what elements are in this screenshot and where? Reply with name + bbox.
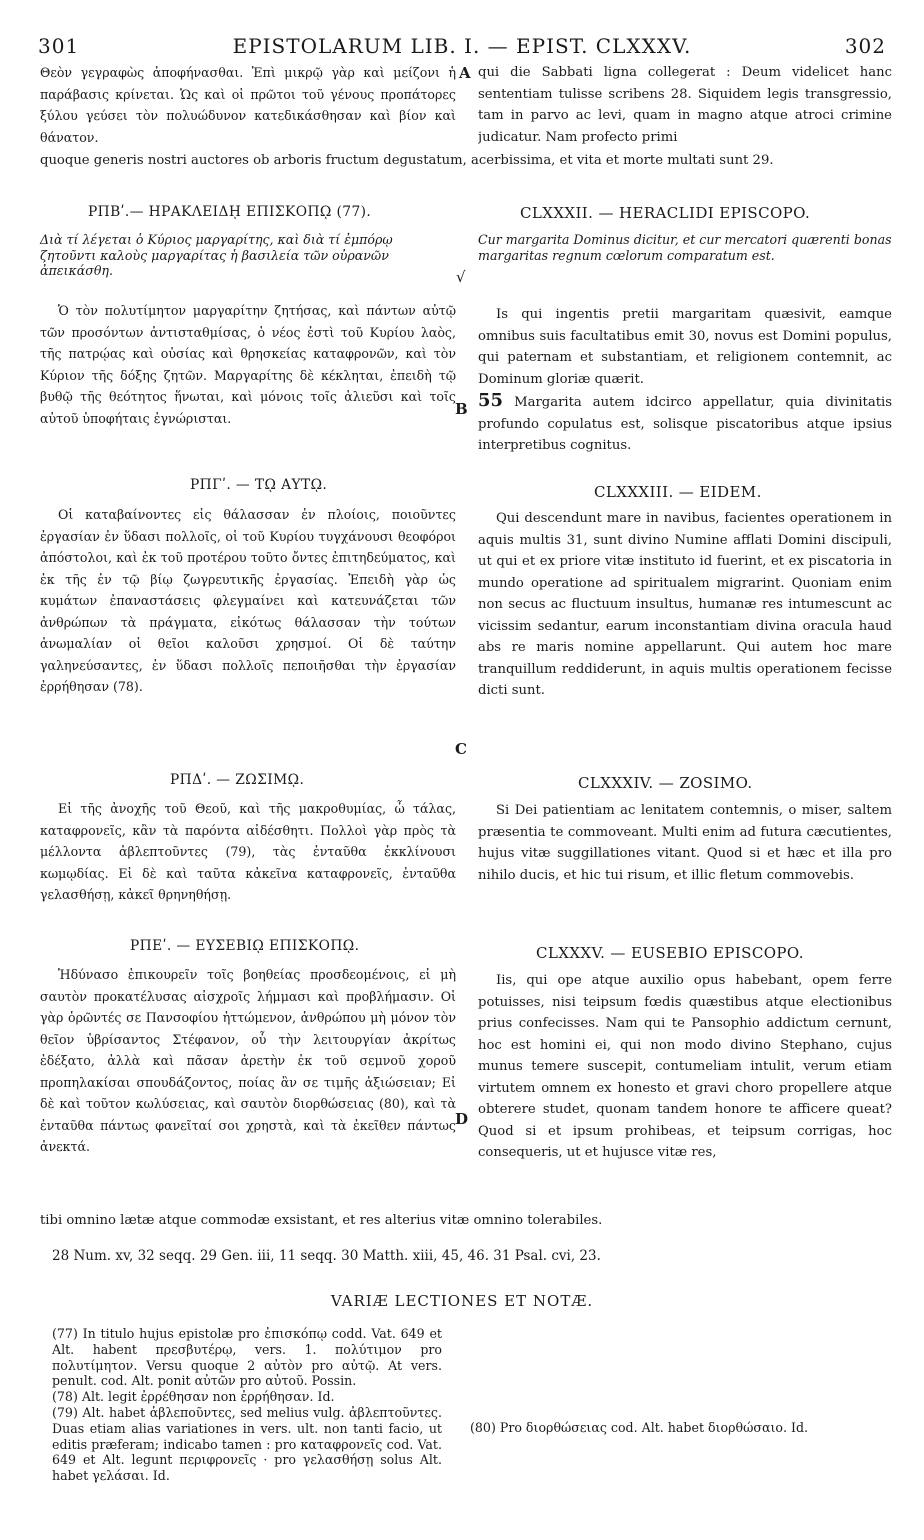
greek-title-185: ΡΠΕʹ. — ΕΥΣΕΒΙῼ ΕΠΙΣΚΟΠῼ.: [130, 938, 360, 954]
greek-text-183: Οἱ καταβαίνοντες εἰς θάλασσαν ἐν πλοίοις, ποιοῦντες ἐργασίαν ἐν ὕδασι πολλοῖς, οἱ τοῦ Κυρίου τυγχάνουσι θεοφόροι ἀπόστολοι, καὶ ἐκ τοῦ προτέρου τοῦτο ὄντες ἐπιτηδεύματος, καὶ ἐκ τῆς ἐν τῷ βίῳ ζωγρευτικῆς ἐργασίας. Ἐπειδὴ γὰρ ὡς κυμάτων ἐπαναστάσεις φλεγμαίνει καὶ κατευνάζεται τῶν ἀνθρώπων τὰ πράγματα, εἰκότως θάλασσαν τὴν τούτων ἀνωμαλίαν οἱ θεῖοι καλοῦσι χρησμοί. Οἱ δὲ ταύτην γαληνεύσαντες, ἐν ὕδασι πολλοῖς πεποιῆσθαι τὴν ἐργασίαν ἐρρήθησαν (78).: [40, 507, 456, 694]
greek-text-185: Ἠδύνασο ἐπικουρεῖν τοῖς βοηθείας προσδεομένοις, εἰ μὴ σαυτὸν προκατέλυσας αἰσχροῖς λήμμασι καὶ προβλήμασιν. Οἱ γὰρ ὁρῶντές σε Πανσοφίου ἡττώμενον, ἀνθρώπου μὴ μόνον τὸν θεῖον ὑβρίσαντος Στέφανον, οὗ τὴν λειτουργίαν ἀκρίτως ἐδέξατο, ἀλλὰ καὶ πᾶσαν ἀρετὴν ἐκ τοῦ σεμνοῦ χοροῦ προπηλακίσαι σπουδάζοντος, ποίας ἂν σε τιμῆς ἀξιώσειαν; Εἰ δὲ καὶ τοῦτον κωλύσειας, καὶ σαυτὸν διορθώσειας (80), καὶ τὰ ἐνταῦθα πάντως φανεῖταί σοι χρηστὰ, καὶ τὰ ἐκεῖθεν πάντως ἀνεκτά.: [40, 967, 456, 1154]
notes-title: VARIÆ LECTIONES ET NOTÆ.: [330, 1292, 594, 1310]
latin-lemma-182: Cur margarita Dominus dicitur, et cur mercatori quærenti bonas margaritas regnum cœlorum comparatum est.: [478, 232, 892, 263]
latin-text-182: [478, 304, 892, 474]
notes-left-column: [52, 1326, 442, 1484]
latin-title-182: CLXXXII. — HERACLIDI EPISCOPO.: [520, 204, 811, 222]
greek-lemma-182: Διὰ τί λέγεται ὁ Κύριος μαργαρίτης, καὶ διὰ τί ἐμπόρῳ ζητοῦντι καλοὺς μαργαρίτας ἡ βασιλεία τῶν οὐρανῶν ἀπεικάσθη.: [40, 232, 393, 278]
margin-letter-a: A: [459, 64, 471, 82]
greek-title-184: ΡΠΔʹ. — ΖΩΣΙΜῼ.: [170, 772, 305, 788]
latin-title-184: CLXXXIV. — ZOSIMO.: [578, 774, 753, 792]
latin-text-183: Qui descendunt mare in navibus, facientes operationem in aquis multis 31, sunt divino Numine afflati Domini discipuli, ut qui et ex priore vitæ instituto id fuerint, et ex piscatoria in mundo operatione ad spiritualem migrarint. Quoniam enim non secus ac fluctuum insultus, humanæ res intumescunt ac vicissim sedantur, earum inconstantiam divina oracula haud abs re maris nomine appellarunt. Qui autem hoc mare tranquillum reddiderunt, in aquis multis operationem fecisse dicti sunt.: [478, 511, 892, 698]
note-79: (79) Alt. habet ἀβλεποῦντες, sed melius vulg. ἀβλεπτοῦντες. Duas etiam alias variationes in vers. ult. non tanti facio, ut editis præferam; indicabo tamen : pro καταφρονεῖς cod. Vat. 649 et Alt. legunt περιφρονεῖς · pro γελασθήσῃ solus Alt. habet γελάσαι. Id.: [52, 1404, 442, 1484]
note-80: (80) Pro διορθώσειας cod. Alt. habet διορθώσαιο. Id.: [470, 1420, 809, 1435]
right-page-number: 302: [844, 34, 886, 58]
scripture-footnotes: 28 Num. xv, 32 seqq. 29 Gen. iii, 11 seqq. 30 Matth. xiii, 45, 46. 31 Psal. cvi, 23.: [52, 1248, 601, 1264]
spanning-latin-185: tibi omnino lætæ atque commodæ exsistant, et res alterius vitæ omnino tolerabiles.: [40, 1213, 603, 1228]
margin-letter-d: D: [455, 1110, 469, 1128]
margin-letter-c: C: [455, 740, 467, 758]
greek-title-183: ΡΠΓʹ. — Τῼ ΑΥΤῼ.: [190, 477, 328, 493]
left-page-number: 301: [38, 34, 80, 58]
notes-right-column: [470, 1420, 882, 1436]
latin-text-185: Iis, qui ope atque auxilio opus habebant, opem ferre potuisses, nisi teipsum fœdis quæstibus atque electionibus prius confecisses. Nam qui te Pansophio addictum cernunt, hoc est homini ei, qui non modo divino Stephano, cujus munus temere suscepit, contumeliam intulit, verum etiam virtutem omnem ex honesto et gravi choro propellere atque obterere studet, quonam tandem honore te afficere queat? Quod si et ipsum prohibeas, et teipsum corrigas, hoc consequeris, ut et hujusce vitæ res,: [478, 973, 892, 1160]
note-77: (77) In titulo hujus epistolæ pro ἐπισκόπῳ codd. Vat. 649 et Alt. habent πρεσβυτέρῳ, vers. 1. πολύτιμον pro πολυτίμητον. Versu quoque 2 αὐτὸν pro αὐτῷ. At vers. penult. cod. Alt. ponit αὐτῶν pro αὐτοῦ. Possin.: [52, 1326, 442, 1389]
latin-text-182-part-a: Is qui ingentis pretii margaritam quæsivit, eamque omnibus suis facultatibus emit 30, novus est Domini populus, qui paternam et substantiam, et religionem contemnit, ac Dominum gloriæ quærit.: [478, 307, 892, 387]
running-title: EPISTOLARUM LIB. I. — EPIST. CLXXXV.: [232, 34, 692, 58]
latin-title-183: CLXXXIII. — EIDEM.: [594, 483, 762, 501]
latin-text-184: Si Dei patientiam ac lenitatem contemnis, o miser, saltem præsentia te commoveant. Multi enim ad futura cæcutientes, hujus vitæ suggillationes vitant. Quod si et hæc et illa pro nihilo ducis, et hic tui risum, et illic fletum commovebis.: [478, 803, 892, 883]
greek-text-182: Ὁ τὸν πολυτίμητον μαργαρίτην ζητήσας, καὶ πάντων αὐτῷ τῶν προσόντων ἀντισταθμίσας, ὁ νέος ἐστὶ τοῦ Κυρίου λαὸς, τῆς πατρῴας καὶ οὐσίας καὶ θρησκείας καταφρονῶν, καὶ τὸν Κύριον τῆς δόξης ζητῶν. Μαργαρίτης δὲ κέκληται, ἐπειδὴ τῷ βυθῷ τῆς θεότητος ἥνωται, καὶ μόνοις τοῖς ἁλιεῦσι καὶ τοῖς αὐτοῦ ὑποφήταις ἐγνώρισται.: [40, 303, 456, 426]
margin-letter-b: B: [455, 400, 468, 418]
note-78: (78) Alt. legit ἐρρέθησαν non ἐρρήθησαν. Id.: [52, 1389, 335, 1405]
greek-text-184: Εἰ τῆς ἀνοχῆς τοῦ Θεοῦ, καὶ τῆς μακροθυμίας, ὦ τάλας, καταφρονεῖς, κἂν τὰ παρόντα αἰδέσθητι. Πολλοὶ γὰρ πρὸς τὰ μέλλοντα ἀβλεπτοῦντες (79), τὰς ἐνταῦθα ἐκκλίνουσι κωμῳδίας. Εἰ δὲ καὶ ταῦτα κἀκεῖνα καταφρονεῖς, ἐνταῦθα γελασθήσῃ, κἀκεῖ θρηνηθήσῃ.: [40, 801, 456, 902]
column-number-55: 55: [478, 390, 504, 411]
latin-title-185: CLXXXV. — EUSEBIO EPISCOPO.: [536, 944, 804, 962]
latin-text-182-part-b: Margarita autem idcirco appellatur, quia divinitatis profundo copulatus est, solisque piscatoribus atque ipsius interpretibus cognitus.: [478, 395, 892, 453]
margin-check-mark: √: [456, 268, 466, 286]
greek-title-182: ΡΠΒʹ.— ΗΡΑΚΛΕΙΔῌ ΕΠΙΣΚΟΠῼ (77).: [88, 204, 372, 220]
top-spanning-latin: quoque generis nostri auctores ob arboris fructum degustatum, acerbissima, et vita et morte multati sunt 29.: [40, 153, 774, 168]
running-header: [32, 34, 892, 58]
top-latin-text: qui die Sabbati ligna collegerat : Deum videlicet hanc sententiam tulisse scribens 28. Siquidem legis transgressio, tam in parvo ac levi, quam in magno atque atroci crimine judicatur. Nam profecto primi: [478, 65, 892, 145]
top-greek-text: Θεὸν γεγραφὼς ἀποφήνασθαι. Ἐπὶ μικρῷ γὰρ καὶ μείζονι ἡ παράβασις κρίνεται. Ὡς καὶ οἱ πρῶτοι τοῦ γένους προπάτορες ξύλου γεύσει τὸν πολυώδυνον κατεδικάσθησαν καὶ βίον καὶ θάνατον.: [40, 65, 456, 145]
